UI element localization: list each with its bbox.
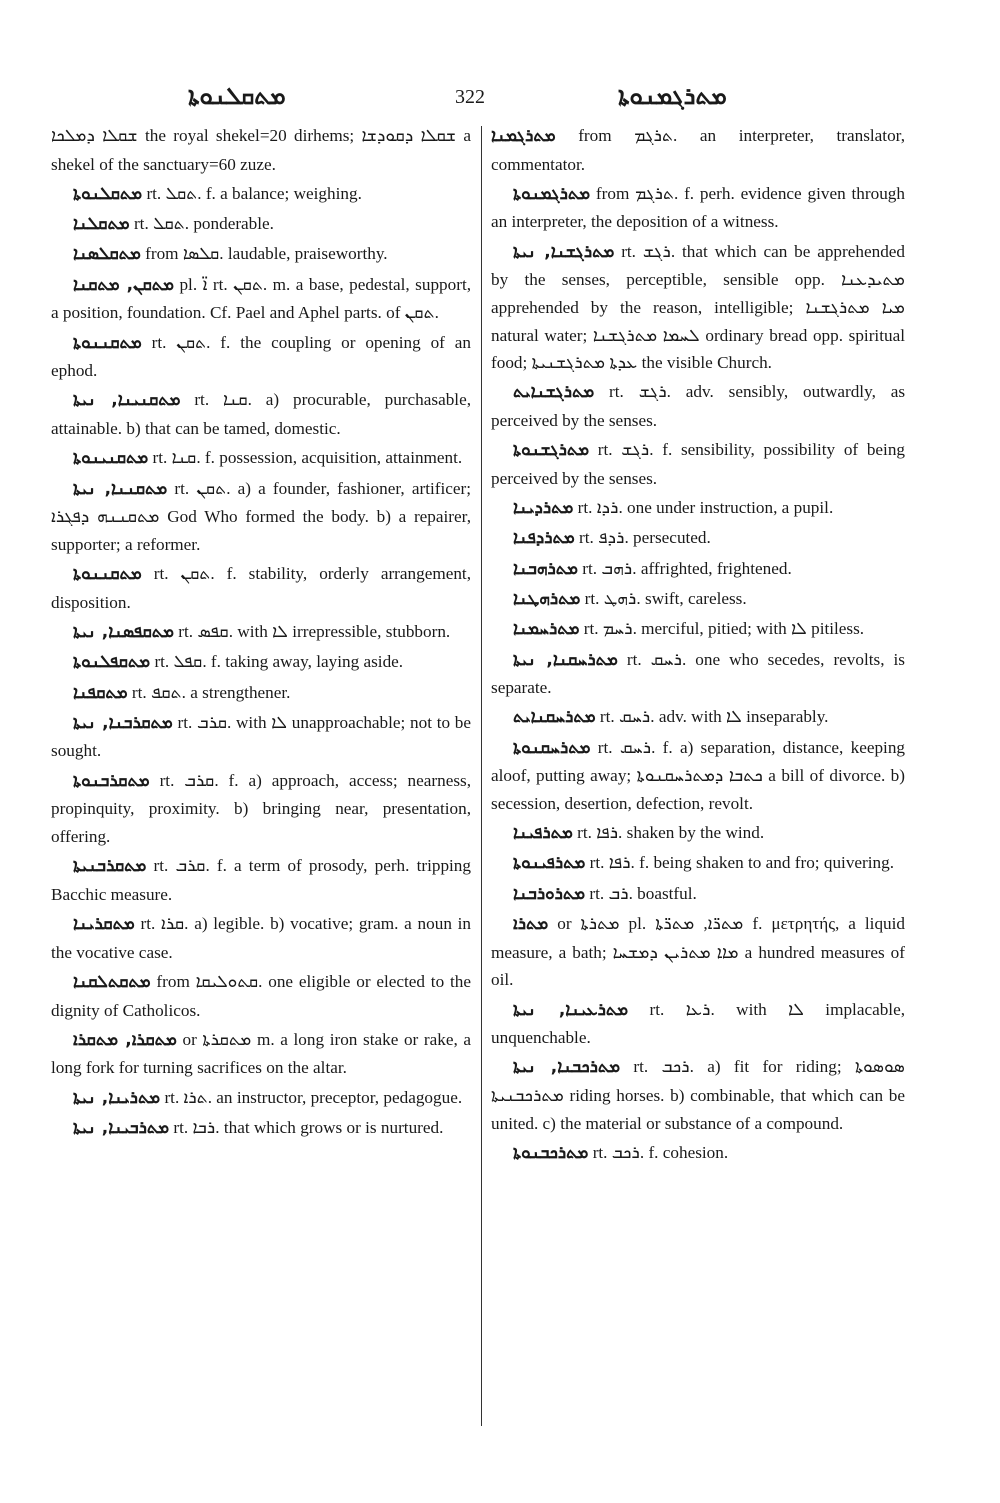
entry-definition: rt. ܪܦܐ. f. being shaken to and fro; quivering. [589, 853, 895, 873]
entry-definition: rt. ܬܩܢ. f. stability, orderly arrangement, disposition. [51, 564, 472, 612]
dictionary-entry [51, 679, 471, 708]
right-column [491, 122, 905, 1169]
dictionary-entry [491, 615, 905, 644]
entry-headword: ܡܬܩܦܢܐ [73, 682, 128, 703]
entry-headword: ܡܬܪܓܫܢܐ, ܢܝܬܐ [513, 241, 615, 262]
entry-headword: ܡܬܪܦܝܢܘܬܐ [513, 853, 586, 874]
entry-headword: ܡܬܪܓܡܢܘܬܐ [513, 183, 591, 204]
entry-definition: rt. ܪܚܩ. adv. with ܠܐ inseparably. [599, 707, 829, 727]
entry-definition: rt. ܪܒ. boastful. [589, 883, 697, 903]
entry-headword: ܡܬܩܦܣܢܐ, ܢܝܬܐ [73, 621, 174, 642]
entry-headword: ܡܬܪܕܦܢܐ [513, 528, 575, 549]
entry-headword: ܡܬܩܠܢܘܬܐ [73, 183, 143, 204]
entry-definition: rt. ܪܚܩ. f. a) separation, distance, keeping aloof, putting away; ܟܬܒܐ ܕܡܬܪܚܩܢܘܬܐ a bill of divorce. b) secession, desertion, defection, revolt. [491, 737, 906, 813]
entry-definition: from ܬܪܓܡ. f. perh. evidence given through an interpreter, the deposition of a witness. [491, 183, 905, 232]
entry-definition: rt. ܬܩܠ. ponderable. [133, 214, 274, 234]
entry-definition: rt. ܪܟܒ. a) fit for riding; ܣܘܣܘܬܐ ܡܬܪܟܒܢܝܬܐ riding horses. b) combinable, that which can be united. c) the material or substance of a compound. [491, 1057, 905, 1133]
left-column [51, 122, 471, 1144]
entry-definition: rt. ܬܩܢ. a) a founder, fashioner, artificer; ܡܬܩܢܢܗ ܕܦܓܪܐ God Who formed the body. b) a repairer, supporter; a reformer. [51, 478, 471, 554]
entry-headword: ܡܬܪܘܪܒܢܐ [513, 883, 586, 904]
dictionary-entry [51, 618, 471, 647]
dictionary-entry [491, 1053, 905, 1137]
dictionary-entry [51, 271, 471, 327]
dictionary-entry [491, 996, 905, 1052]
entry-definition: rt. ܬܩܢ. f. the coupling or opening of an ephod. [51, 332, 472, 381]
entry-definition: rt. ܬܩܠ. f. a balance; weighing. [146, 183, 362, 203]
dictionary-entry [491, 238, 905, 377]
entry-definition: rt. ܪܚܩ. one who secedes, revolts, is separate. [491, 649, 905, 698]
entry-headword: ܡܬܪܚܡܢܐ [513, 619, 580, 640]
dictionary-entry [491, 585, 905, 614]
entry-definition: rt. ܪܥܐ. with ܠܐ implacable, unquenchable. [491, 999, 905, 1048]
dictionary-entry [51, 240, 471, 269]
entry-definition: rt. ܪܒܐ. that which grows or is nurtured. [173, 1117, 444, 1137]
entry-definition: rt. ܩܪܐ. a) legible. b) vocative; gram. a noun in the vocative case. [51, 914, 472, 962]
dictionary-entry [51, 968, 471, 1024]
entry-definition: from ܩܠܣܐ. laudable, praiseworthy. [145, 244, 388, 264]
entry-headword: ܡܬܩܪܒܢܘܬܐ [73, 770, 150, 791]
dictionary-entry [491, 494, 905, 523]
entry-definition: rt. ܩܪܒ. with ܠܐ unapproachable; not to be sought. [51, 712, 472, 761]
entry-definition: rt. ܩܪܒ. f. a term of prosody, perh. tripping Bacchic measure. [51, 856, 471, 904]
entry-definition: rt. ܪܕܦ. persecuted. [579, 528, 711, 548]
entry-headword: ܡܬܩܪܒܢܝܬܐ [73, 856, 147, 877]
dictionary-entry [491, 880, 905, 909]
entry-headword: ܡܬܩܢ, ܡܬܩܢܐ [73, 274, 174, 295]
entry-definition: rt. ܩܪܒ. f. a) approach, access; nearness, propinquity, proximity. b) bringing near, presentation, offering. [51, 770, 471, 846]
dictionary-entry [51, 767, 471, 851]
entry-definition: rt. ܪܓܫ. adv. sensibly, outwardly, as perceived by the senses. [491, 382, 906, 430]
dictionary-entry [51, 648, 471, 677]
entry-definition: rt. ܪܗܒ. affrighted, frightened. [582, 558, 792, 578]
entry-definition: rt. ܩܢܐ. a) procurable, purchasable, attainable. b) that can be tamed, domestic. [51, 390, 471, 439]
entry-definition: from ܩܬܘܠܝܩܐ. one eligible or elected to the dignity of Catholicos. [51, 971, 471, 1020]
entry-definition: rt. ܪܗܛ. swift, careless. [584, 589, 747, 608]
entry-headword: ܡܬܪܒܝܢܐ, ܢܝܬܐ [73, 1117, 170, 1138]
entry-headword: ܡܬܩܬܠܩܢܐ [73, 971, 151, 992]
entry-headword: ܡܬܩܢܝܢܐ, ܢܝܬܐ [73, 390, 181, 411]
entry-definition: ܫܩܠܐ ܕܡܠܟܐ the royal shekel=20 dirhems; ܫܩܠܐ ܕܩܘܕܫܐ a shekel of the sanctuary=60 zuze. [51, 126, 471, 174]
dictionary-entry [491, 734, 905, 818]
entry-headword: ܡܬܪܓܫܢܘܬܐ [513, 440, 590, 461]
dictionary-entry [491, 555, 905, 584]
entry-definition: rt. ܩܦܣ. with ܠܐ irrepressible, stubborn. [178, 621, 451, 641]
dictionary-entry [491, 436, 905, 492]
dictionary-entry [51, 180, 471, 209]
entry-headword: ܡܬܪܐ [513, 914, 549, 935]
entry-definition: rt. ܩܢܐ. f. possession, acquisition, attainment. [152, 448, 463, 468]
entry-definition: rt. ܪܓܫ. f. sensibility, possibility of being perceived by the senses. [491, 440, 906, 488]
dictionary-entry [51, 444, 471, 473]
dictionary-entry [51, 210, 471, 239]
entry-headword: ܡܬܩܦܠܢܘܬܐ [73, 652, 151, 673]
entry-definition: rt. ܪܚܡ. merciful, pitied; with ܠܐ pitiless. [583, 619, 865, 639]
dictionary-entry [491, 646, 905, 702]
entry-definition: rt. ܬܪܐ. an instructor, preceptor, pedagogue. [164, 1087, 463, 1107]
column-divider [481, 126, 482, 1426]
dictionary-entry [51, 852, 471, 908]
dictionary-entry [491, 180, 905, 236]
dictionary-entry [491, 819, 905, 848]
entry-headword: ܡܬܪܗܛܢܐ [513, 589, 581, 609]
dictionary-entry [51, 329, 471, 385]
entry-headword: ܡܬܩܠܣܢܐ [73, 244, 141, 265]
dictionary-entry [51, 475, 471, 559]
dictionary-entry [491, 703, 905, 732]
entry-headword: ܡܬܪܦܝܢܐ [513, 823, 573, 844]
entry-definition: or ܡܬܪܬܐ pl. ܡܬܪ̈ܐ, ܡܬܪ̈ܬܐ f. μετρητής, a liquid measure, a bath; ܡܐܐ ܡܬܪܝܢ ܕܡܫܚܐ a hundred measures of oil. [491, 914, 906, 990]
left-running-headword: ܡܬܩܠܢܘܬܐ [188, 84, 286, 110]
dictionary-entry [491, 1139, 905, 1168]
entry-headword: ܡܬܪܥܝܢܐ, ܢܝܬܐ [513, 999, 629, 1020]
entry-definition: rt. ܪܓܫ. that which can be apprehended by the senses, perceptible, sensible opp. ܡܬܝܕܥܢܐ apprehended by the reason, intelligible; ܡܝܐ ܡܬܪܓܫܢܐ natural water; ܠܚܡܐ ܡܬܪܓܫܢܐ ordinary bread opp. spiritual food; ܥܕܬܐ ܡܬܪܓܫܢܝܬܐ the visible Church. [491, 241, 906, 373]
entry-headword: ܡܬܪܟܒܢܘܬܐ [513, 1142, 589, 1163]
entry-headword: ܡܬܪܚܩܢܐ, ܢܝܬܐ [513, 649, 618, 670]
entry-headword: ܡܬܪܓܡܢܐ [491, 126, 556, 146]
dictionary-entry [51, 1084, 471, 1113]
entry-definition: rt. ܪܟܒ. f. cohesion. [592, 1142, 729, 1162]
entry-headword: ܡܬܩܪܐ, ܡܬܩܪܐ [73, 1029, 177, 1050]
entry-headword: ܡܬܪܚܩܢܘܬܐ [513, 737, 591, 758]
dictionary-entry [51, 122, 471, 178]
entry-definition: rt. ܪܦܐ. shaken by the wind. [577, 823, 765, 843]
entry-definition: or ܡܬܩܪܬܐ m. a long iron stake or rake, a long fork for turning sacrifices on the altar. [51, 1029, 472, 1078]
entry-definition: rt. ܩܦܠ. f. taking away, laying aside. [154, 652, 404, 672]
dictionary-entry [491, 524, 905, 553]
entry-headword: ܡܬܩܠܢܐ [73, 214, 130, 235]
dictionary-entry [51, 910, 471, 966]
dictionary-entry [491, 378, 905, 434]
entry-headword: ܡܬܩܢܢܘܬܐ [73, 564, 142, 585]
dictionary-entry [51, 709, 471, 765]
entry-headword: ܡܬܩܪܒܢܐ, ܢܝܬܐ [73, 712, 173, 733]
dictionary-entry [51, 386, 471, 442]
entry-headword: ܡܬܩܢܢܘܬܐ [73, 332, 142, 353]
entry-headword: ܡܬܪܗܒܢܐ [513, 558, 578, 579]
entry-headword: ܡܬܪܟܒܢܐ, ܢܝܬܐ [513, 1057, 621, 1078]
entry-definition: pl. ܐ̈ rt. ܬܩܢ. m. a base, pedestal, support, a position, foundation. Cf. Pael and Aphel parts. of ܬܩܢ. [51, 274, 472, 323]
running-head [0, 74, 1000, 114]
entry-headword: ܡܬܩܪܝܢܐ [73, 914, 135, 935]
entry-headword: ܡܬܪܚܩܢܐܝܬ [513, 707, 596, 728]
dictionary-entry [491, 849, 905, 878]
dictionary-entry [491, 122, 905, 178]
dictionary-entry [51, 560, 471, 616]
entry-headword: ܡܬܪܝܢܐ, ܢܝܬܐ [73, 1087, 161, 1108]
entry-headword: ܡܬܩܢܝܢܘܬܐ [73, 448, 149, 469]
dictionary-entry [51, 1114, 471, 1143]
entry-definition: rt. ܪܕܐ. one under instruction, a pupil. [577, 498, 834, 518]
entry-definition: rt. ܬܩܦ. a strengthener. [131, 682, 291, 702]
entry-definition: from ܬܪܓܡ. an interpreter, translator, commentator. [491, 126, 905, 174]
right-running-headword: ܡܬܪܓܡܢܘܬܐ [618, 84, 727, 110]
entry-headword: ܡܬܩܢܢܐ, ܢܝܬܐ [73, 478, 168, 499]
entry-headword: ܡܬܪܕܝܢܐ [513, 498, 574, 519]
page-number: 322 [455, 86, 485, 108]
dictionary-entry [51, 1026, 471, 1082]
entry-headword: ܡܬܪܓܫܢܐܝܬ [513, 382, 595, 403]
dictionary-entry [491, 910, 905, 994]
